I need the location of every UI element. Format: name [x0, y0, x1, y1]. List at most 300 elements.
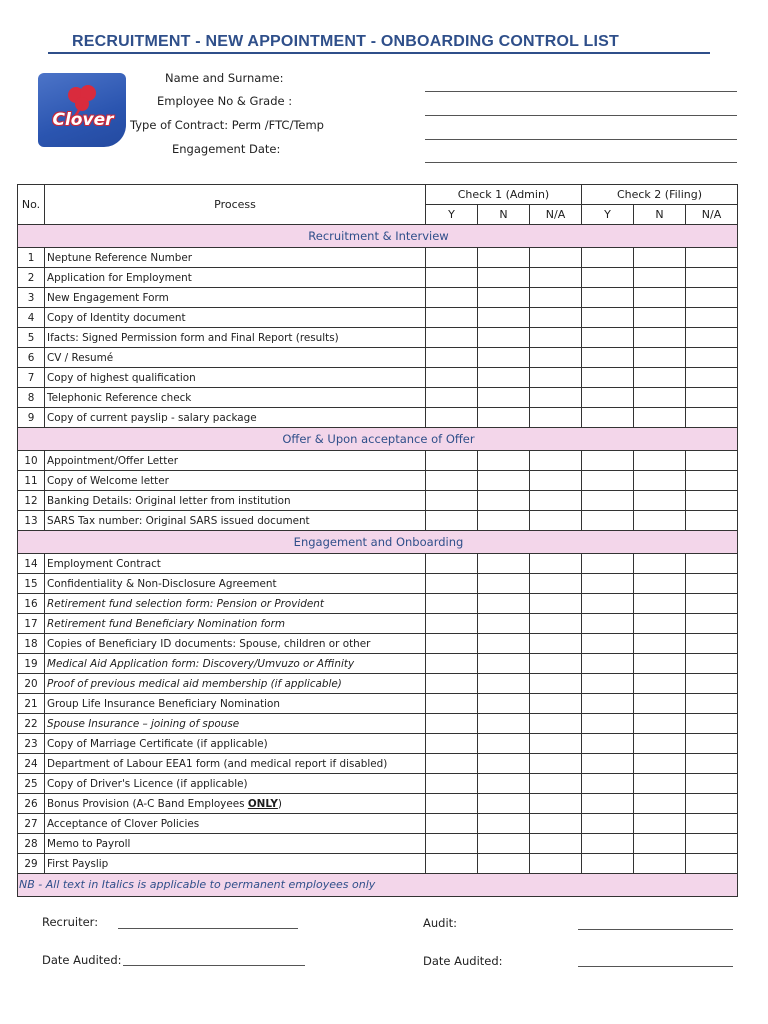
check2-na-cell[interactable] — [686, 734, 738, 754]
check2-n-cell[interactable] — [634, 594, 686, 614]
table-row — [18, 654, 738, 674]
onboarding-control-table — [17, 184, 738, 897]
check1-y-cell[interactable] — [426, 654, 478, 674]
check1-n-cell[interactable] — [478, 614, 530, 634]
check1-na-cell[interactable] — [530, 388, 582, 408]
row-number: 26 — [18, 794, 45, 814]
check2-n-cell[interactable] — [634, 511, 686, 531]
check1-y-cell[interactable] — [426, 368, 478, 388]
check1-na-cell[interactable] — [530, 408, 582, 428]
check1-y-cell[interactable] — [426, 814, 478, 834]
date-audited-left-line[interactable] — [123, 965, 305, 966]
check2-y-cell[interactable] — [582, 834, 634, 854]
process-text: Copy of Marriage Certificate (if applicable) — [47, 737, 268, 750]
row-number: 9 — [18, 408, 45, 428]
check1-na-cell[interactable] — [530, 491, 582, 511]
contract-type-label: Type of Contract: Perm /FTC/Temp — [130, 118, 324, 132]
check2-na-cell[interactable] — [686, 634, 738, 654]
check2-na-cell[interactable] — [686, 674, 738, 694]
row-number: 15 — [18, 574, 45, 594]
check2-n-cell[interactable] — [634, 491, 686, 511]
check1-n-cell[interactable] — [478, 574, 530, 594]
check1-n-cell[interactable] — [478, 288, 530, 308]
check2-y-cell[interactable] — [582, 734, 634, 754]
row-number: 13 — [18, 511, 45, 531]
process-text: Banking Details: Original letter from institution — [47, 494, 291, 507]
row-process — [45, 308, 426, 328]
process-text: Appointment/Offer Letter — [47, 454, 178, 467]
process-text: Confidentiality & Non-Disclosure Agreement — [47, 577, 277, 590]
check2-y-cell[interactable] — [582, 511, 634, 531]
process-emphasis: ONLY — [247, 797, 278, 810]
check2-na-cell[interactable] — [686, 248, 738, 268]
check2-na-cell[interactable] — [686, 348, 738, 368]
table-row — [18, 451, 738, 471]
check2-n-cell[interactable] — [634, 854, 686, 874]
engagement-date-line[interactable] — [425, 162, 737, 163]
check1-y-cell[interactable] — [426, 714, 478, 734]
check1-y-cell[interactable] — [426, 288, 478, 308]
check2-y-cell[interactable] — [582, 654, 634, 674]
row-process — [45, 388, 426, 408]
table-row — [18, 614, 738, 634]
process-text: Retirement fund Beneficiary Nomination form — [47, 617, 286, 630]
check1-n-cell[interactable] — [478, 248, 530, 268]
check2-na-cell[interactable] — [686, 754, 738, 774]
check1-na-cell[interactable] — [530, 774, 582, 794]
table-row — [18, 714, 738, 734]
row-process — [45, 491, 426, 511]
check2-y-cell[interactable] — [582, 774, 634, 794]
check1-na-cell[interactable] — [530, 834, 582, 854]
process-text: Ifacts: Signed Permission form and Final Report (results) — [47, 331, 339, 344]
row-number: 29 — [18, 854, 45, 874]
check1-n-cell[interactable] — [478, 328, 530, 348]
check1-na-cell[interactable] — [530, 348, 582, 368]
table-row — [18, 594, 738, 614]
table-row — [18, 288, 738, 308]
check2-n-cell[interactable] — [634, 308, 686, 328]
check2-na-cell[interactable] — [686, 834, 738, 854]
check1-y-cell[interactable] — [426, 248, 478, 268]
check2-na-cell[interactable] — [686, 451, 738, 471]
check1-n-cell[interactable] — [478, 471, 530, 491]
audit-line[interactable] — [578, 929, 733, 930]
check1-y-cell[interactable] — [426, 734, 478, 754]
check2-na-cell[interactable] — [686, 368, 738, 388]
row-process — [45, 268, 426, 288]
check2-na-cell[interactable] — [686, 288, 738, 308]
check2-n-cell[interactable] — [634, 814, 686, 834]
check2-y-cell[interactable] — [582, 574, 634, 594]
check1-n-cell[interactable] — [478, 754, 530, 774]
check1-na-cell[interactable] — [530, 674, 582, 694]
table-row — [18, 348, 738, 368]
table-row — [18, 694, 738, 714]
check1-y-cell[interactable] — [426, 388, 478, 408]
table-row — [18, 574, 738, 594]
check1-na-cell[interactable] — [530, 754, 582, 774]
check2-n-cell[interactable] — [634, 634, 686, 654]
check1-n-cell[interactable] — [478, 408, 530, 428]
check1-y-cell[interactable] — [426, 348, 478, 368]
row-process — [45, 854, 426, 874]
process-text: Copy of Driver's Licence (if applicable) — [47, 777, 248, 790]
process-text: Neptune Reference Number — [47, 251, 193, 264]
row-number: 27 — [18, 814, 45, 834]
check2-n-cell[interactable] — [634, 288, 686, 308]
check2-header: Check 2 (Filing) — [582, 185, 738, 205]
check1-n-cell[interactable] — [478, 348, 530, 368]
check1-y-cell[interactable] — [426, 408, 478, 428]
check2-y-cell[interactable] — [582, 388, 634, 408]
check2-n-cell[interactable] — [634, 248, 686, 268]
check1-na-cell[interactable] — [530, 511, 582, 531]
check1-na-cell[interactable] — [530, 614, 582, 634]
check2-y-cell[interactable] — [582, 754, 634, 774]
row-number: 5 — [18, 328, 45, 348]
section-title: Recruitment & Interview — [18, 225, 738, 248]
check2-na-cell[interactable] — [686, 794, 738, 814]
row-process — [45, 348, 426, 368]
check2-na-cell[interactable] — [686, 328, 738, 348]
table-row — [18, 814, 738, 834]
check2-na-cell[interactable] — [686, 491, 738, 511]
check2-na-cell[interactable] — [686, 854, 738, 874]
check1-na-cell[interactable] — [530, 328, 582, 348]
date-audited-left-label: Date Audited: — [42, 953, 122, 967]
check1-n-cell[interactable] — [478, 451, 530, 471]
check1-na-cell[interactable] — [530, 734, 582, 754]
row-process — [45, 574, 426, 594]
section-title: Engagement and Onboarding — [18, 531, 738, 554]
check1-na-cell[interactable] — [530, 451, 582, 471]
check1-y-cell[interactable] — [426, 694, 478, 714]
check1-na-cell[interactable] — [530, 554, 582, 574]
check2-y-cell[interactable] — [582, 348, 634, 368]
check1-y-cell[interactable] — [426, 834, 478, 854]
check2-na-cell[interactable] — [686, 574, 738, 594]
row-process — [45, 471, 426, 491]
check1-y-cell[interactable] — [426, 774, 478, 794]
check1-n-cell[interactable] — [478, 794, 530, 814]
check2-n-cell[interactable] — [634, 328, 686, 348]
table-row — [18, 471, 738, 491]
row-process — [45, 328, 426, 348]
check1-na-cell[interactable] — [530, 794, 582, 814]
row-number: 24 — [18, 754, 45, 774]
check2-na-cell[interactable] — [686, 654, 738, 674]
row-process — [45, 654, 426, 674]
section-header — [18, 531, 738, 554]
check1-n-cell[interactable] — [478, 268, 530, 288]
page-title: RECRUITMENT - NEW APPOINTMENT - ONBOARDING CONTROL LIST — [48, 32, 710, 54]
check2-n-cell[interactable] — [634, 614, 686, 634]
row-number: 20 — [18, 674, 45, 694]
check1-y-cell[interactable] — [426, 754, 478, 774]
check1-n-cell[interactable] — [478, 511, 530, 531]
process-text: Medical Aid Application form: Discovery/Umvuzo or Affinity — [47, 657, 355, 670]
table-row — [18, 834, 738, 854]
table-row — [18, 554, 738, 574]
table-row — [18, 774, 738, 794]
table-row — [18, 734, 738, 754]
check1-na-cell[interactable] — [530, 288, 582, 308]
check2-n-cell[interactable] — [634, 574, 686, 594]
check2-y-cell[interactable] — [582, 268, 634, 288]
check1-y-cell[interactable] — [426, 308, 478, 328]
name-surname-label: Name and Surname: — [165, 71, 284, 85]
check2-na-cell[interactable] — [686, 774, 738, 794]
process-text: Department of Labour EEA1 form (and medical report if disabled) — [47, 757, 388, 770]
process-text: Group Life Insurance Beneficiary Nomination — [47, 697, 280, 710]
process-text: SARS Tax number: Original SARS issued document — [47, 514, 310, 527]
note-row — [18, 874, 738, 897]
check2-y-cell[interactable] — [582, 368, 634, 388]
check2-y-cell[interactable] — [582, 694, 634, 714]
check1-y-cell[interactable] — [426, 594, 478, 614]
table-row — [18, 674, 738, 694]
check2-y-cell[interactable] — [582, 674, 634, 694]
row-number: 10 — [18, 451, 45, 471]
check2-na-cell[interactable] — [686, 714, 738, 734]
check1-na-cell[interactable] — [530, 694, 582, 714]
check2-y-cell[interactable] — [582, 451, 634, 471]
check1-na-cell[interactable] — [530, 594, 582, 614]
check2-y-cell[interactable] — [582, 248, 634, 268]
check2-n-cell[interactable] — [634, 774, 686, 794]
check1-n-cell[interactable] — [478, 694, 530, 714]
check1-na-cell[interactable] — [530, 714, 582, 734]
row-process — [45, 674, 426, 694]
col-process-header: Process — [45, 185, 426, 225]
check1-y-cell[interactable] — [426, 674, 478, 694]
recruiter-line[interactable] — [118, 928, 298, 929]
row-number: 8 — [18, 388, 45, 408]
check1-n-cell[interactable] — [478, 854, 530, 874]
check1-n-cell[interactable] — [478, 368, 530, 388]
check1-n-cell[interactable] — [478, 594, 530, 614]
process-text: Copy of Welcome letter — [47, 474, 169, 487]
row-process — [45, 511, 426, 531]
table-row — [18, 268, 738, 288]
table-row — [18, 388, 738, 408]
check1-n-cell[interactable] — [478, 774, 530, 794]
engagement-date-label: Engagement Date: — [172, 142, 281, 156]
process-text: Copy of highest qualification — [47, 371, 196, 384]
check2-n-cell[interactable] — [634, 694, 686, 714]
check2-na-cell[interactable] — [686, 268, 738, 288]
row-number: 14 — [18, 554, 45, 574]
check2-y-cell[interactable] — [582, 408, 634, 428]
check1-n-cell[interactable] — [478, 388, 530, 408]
row-number: 21 — [18, 694, 45, 714]
check1-y-cell[interactable] — [426, 268, 478, 288]
check2-n-cell[interactable] — [634, 408, 686, 428]
name-surname-line[interactable] — [425, 91, 737, 92]
check1-y-cell[interactable] — [426, 451, 478, 471]
check2-y-cell[interactable] — [582, 634, 634, 654]
check2-y-cell[interactable] — [582, 471, 634, 491]
check2-n-header: N — [634, 205, 686, 225]
check2-n-cell[interactable] — [634, 388, 686, 408]
section-title: Offer & Upon acceptance of Offer — [18, 428, 738, 451]
check1-y-cell[interactable] — [426, 491, 478, 511]
row-number: 12 — [18, 491, 45, 511]
check1-n-cell[interactable] — [478, 734, 530, 754]
employee-no-line[interactable] — [425, 115, 737, 116]
process-text: Copy of Identity document — [47, 311, 186, 324]
check2-y-cell[interactable] — [582, 794, 634, 814]
check1-na-cell[interactable] — [530, 634, 582, 654]
check2-n-cell[interactable] — [634, 368, 686, 388]
employee-no-label: Employee No & Grade : — [157, 94, 293, 108]
check1-na-header: N/A — [530, 205, 582, 225]
check1-na-cell[interactable] — [530, 814, 582, 834]
date-audited-right-label: Date Audited: — [423, 954, 503, 968]
check2-n-cell[interactable] — [634, 834, 686, 854]
check2-na-cell[interactable] — [686, 408, 738, 428]
row-process — [45, 248, 426, 268]
section-header — [18, 225, 738, 248]
table-row — [18, 408, 738, 428]
col-no-header: No. — [18, 185, 45, 225]
check2-n-cell[interactable] — [634, 451, 686, 471]
check1-y-cell[interactable] — [426, 634, 478, 654]
table-row — [18, 308, 738, 328]
table-row — [18, 854, 738, 874]
check2-n-cell[interactable] — [634, 554, 686, 574]
check2-na-cell[interactable] — [686, 694, 738, 714]
row-process — [45, 834, 426, 854]
check2-na-cell[interactable] — [686, 511, 738, 531]
check2-y-cell[interactable] — [582, 308, 634, 328]
check2-y-cell[interactable] — [582, 328, 634, 348]
process-text: Retirement fund selection form: Pension or Provident — [47, 597, 324, 610]
check1-y-cell[interactable] — [426, 614, 478, 634]
process-text: Application for Employment — [47, 271, 192, 284]
check2-na-cell[interactable] — [686, 614, 738, 634]
table-row — [18, 634, 738, 654]
row-process — [45, 774, 426, 794]
check1-n-cell[interactable] — [478, 634, 530, 654]
process-text: Bonus Provision (A-C Band Employees — [47, 797, 248, 810]
check1-na-cell[interactable] — [530, 308, 582, 328]
check2-y-cell[interactable] — [582, 614, 634, 634]
check1-y-cell[interactable] — [426, 574, 478, 594]
check2-na-header: N/A — [686, 205, 738, 225]
check2-n-cell[interactable] — [634, 654, 686, 674]
check1-n-cell[interactable] — [478, 554, 530, 574]
check1-na-cell[interactable] — [530, 368, 582, 388]
check2-n-cell[interactable] — [634, 794, 686, 814]
check1-na-cell[interactable] — [530, 248, 582, 268]
check2-n-cell[interactable] — [634, 268, 686, 288]
check2-y-cell[interactable] — [582, 854, 634, 874]
check2-y-cell[interactable] — [582, 288, 634, 308]
recruiter-label: Recruiter: — [42, 915, 99, 929]
check2-y-cell[interactable] — [582, 594, 634, 614]
check2-n-cell[interactable] — [634, 714, 686, 734]
process-text: CV / Resumé — [47, 351, 114, 364]
table-row — [18, 328, 738, 348]
check2-na-cell[interactable] — [686, 308, 738, 328]
check1-y-cell[interactable] — [426, 511, 478, 531]
check2-n-cell[interactable] — [634, 471, 686, 491]
row-process — [45, 794, 426, 814]
check1-y-cell[interactable] — [426, 471, 478, 491]
check1-n-cell[interactable] — [478, 714, 530, 734]
check2-na-cell[interactable] — [686, 388, 738, 408]
row-process — [45, 754, 426, 774]
row-number: 7 — [18, 368, 45, 388]
check2-n-cell[interactable] — [634, 754, 686, 774]
row-number: 23 — [18, 734, 45, 754]
check2-y-cell[interactable] — [582, 814, 634, 834]
row-number: 1 — [18, 248, 45, 268]
check1-n-cell[interactable] — [478, 654, 530, 674]
check1-na-cell[interactable] — [530, 268, 582, 288]
row-process — [45, 408, 426, 428]
check1-n-cell[interactable] — [478, 308, 530, 328]
table-row — [18, 491, 738, 511]
check2-n-cell[interactable] — [634, 734, 686, 754]
check2-y-cell[interactable] — [582, 714, 634, 734]
check1-na-cell[interactable] — [530, 574, 582, 594]
row-number: 16 — [18, 594, 45, 614]
check2-y-cell[interactable] — [582, 554, 634, 574]
logo-wordmark: Clover — [52, 110, 114, 130]
check1-n-header: N — [478, 205, 530, 225]
row-number: 11 — [18, 471, 45, 491]
check2-y-cell[interactable] — [582, 491, 634, 511]
table-row — [18, 754, 738, 774]
row-number: 17 — [18, 614, 45, 634]
row-number: 22 — [18, 714, 45, 734]
check2-na-cell[interactable] — [686, 471, 738, 491]
check2-n-cell[interactable] — [634, 674, 686, 694]
row-process — [45, 554, 426, 574]
check1-y-cell[interactable] — [426, 854, 478, 874]
process-text: Copies of Beneficiary ID documents: Spouse, children or other — [47, 637, 371, 650]
process-text: Spouse Insurance – joining of spouse — [47, 717, 240, 730]
check1-na-cell[interactable] — [530, 854, 582, 874]
check1-na-cell[interactable] — [530, 471, 582, 491]
check2-na-cell[interactable] — [686, 814, 738, 834]
check1-n-cell[interactable] — [478, 814, 530, 834]
row-process — [45, 634, 426, 654]
contract-type-line[interactable] — [425, 139, 737, 140]
row-process — [45, 614, 426, 634]
check1-na-cell[interactable] — [530, 654, 582, 674]
check2-y-header: Y — [582, 205, 634, 225]
check1-n-cell[interactable] — [478, 491, 530, 511]
check1-y-cell[interactable] — [426, 554, 478, 574]
row-number: 2 — [18, 268, 45, 288]
date-audited-right-line[interactable] — [578, 966, 733, 967]
check2-n-cell[interactable] — [634, 348, 686, 368]
check2-na-cell[interactable] — [686, 594, 738, 614]
process-text: Telephonic Reference check — [47, 391, 192, 404]
check2-na-cell[interactable] — [686, 554, 738, 574]
process-text: Proof of previous medical aid membership (if applicable) — [47, 677, 342, 690]
check1-n-cell[interactable] — [478, 834, 530, 854]
row-process — [45, 288, 426, 308]
check1-n-cell[interactable] — [478, 674, 530, 694]
check1-y-cell[interactable] — [426, 328, 478, 348]
check1-y-cell[interactable] — [426, 794, 478, 814]
table-row — [18, 511, 738, 531]
